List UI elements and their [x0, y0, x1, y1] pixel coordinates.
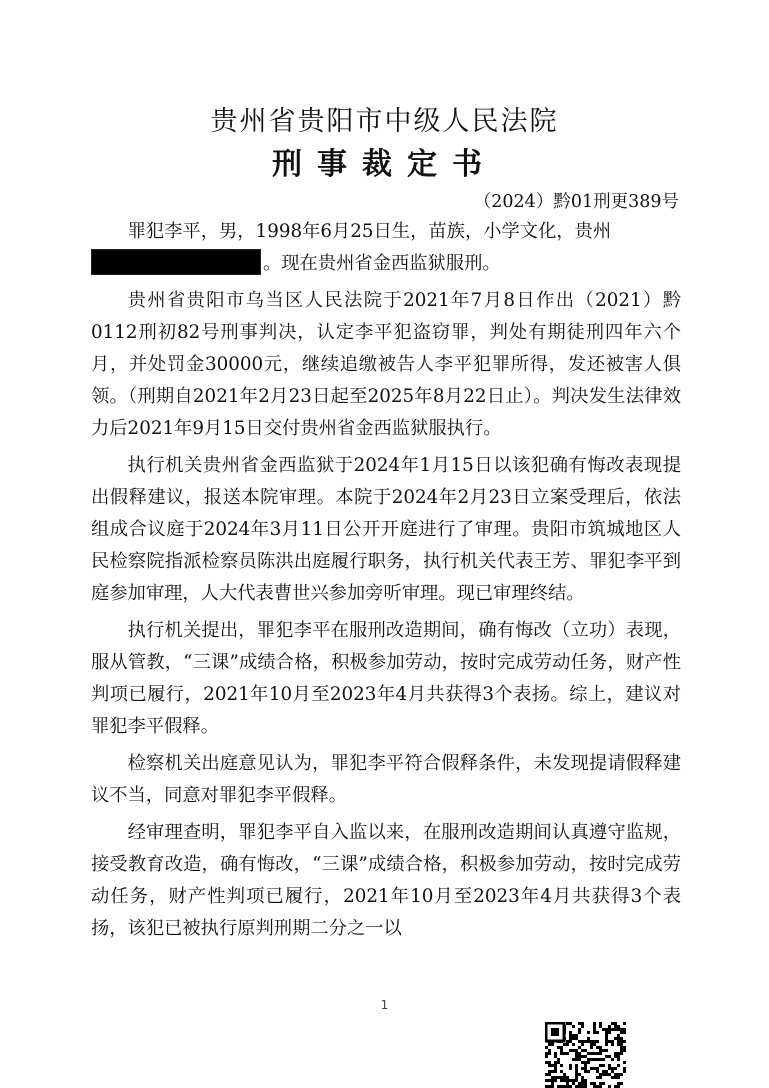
qr-code-icon: [545, 1022, 627, 1088]
paragraph-findings: 经审理查明，罪犯李平自入监以来，在服刑改造期间认真遵守监规，接受教育改造，确有悔改，“三课”成绩合格，积极参加劳动，按时完成劳动任务，财产性判项已履行，2021年10月至2023年4月共获得3个表扬，该犯已被执行原判刑期二分之一以: [91, 822, 681, 939]
court-name: 贵州省贵阳市中级人民法院: [210, 106, 559, 137]
paragraph-original-judgment: 贵州省贵阳市乌当区人民法院于2021年7月8日作出（2021）黔0112刑初82号刑事判决，认定李平犯盗窃罪，判处有期徒刑四年六个月，并处罚金30000元，继续追缴被告人李平犯罪所得，发还被害人俱领。（刑期自2021年2月23日起至2025年8月22日止）。判决发生法律效力后2021年9月15日交付贵州省金西监狱服执行。: [91, 290, 681, 439]
defendant-info-text-cont: 。现在贵州省金西监狱服刑。: [263, 253, 501, 274]
paragraph-procuratorate-opinion: 检察机关出庭意见认为，罪犯李平符合假释条件，未发现提请假释建议不当，同意对罪犯李平假释。: [91, 753, 681, 806]
document-title: 刑事裁定书: [272, 147, 497, 182]
redacted-block: [91, 249, 261, 275]
paragraph-defendant-info: [91, 216, 681, 280]
document-body: [91, 216, 681, 950]
paragraph-executing-organ-opinion: 执行机关提出，罪犯李平在服刑改造期间，确有悔改（立功）表现，服从管教，“三课”成绩合格，积极参加劳动，按时完成劳动任务，财产性判项已履行，2021年10月至2023年4月共获得3个表扬。综上，建议对罪犯李平假释。: [91, 620, 681, 737]
page-number: 1: [380, 998, 389, 1012]
case-number: （2024）黔01刑更389号: [473, 192, 679, 212]
defendant-info-text: 罪犯李平，男，1998年6月25日生，苗族，小学文化，贵州: [127, 221, 612, 242]
paragraph-procedure: 执行机关贵州省金西监狱于2024年1月15日以该犯确有悔改表现提出假释建议，报送本院审理。本院于2024年2月23日立案受理后，依法组成合议庭于2024年3月11日公开开庭进行了审理。贵阳市筑城地区人民检察院指派检察员陈洪出庭履行职务，执行机关代表王芳、罪犯李平到庭参加审理，人大代表曹世兴参加旁听审理。现已审理终结。: [91, 455, 681, 604]
